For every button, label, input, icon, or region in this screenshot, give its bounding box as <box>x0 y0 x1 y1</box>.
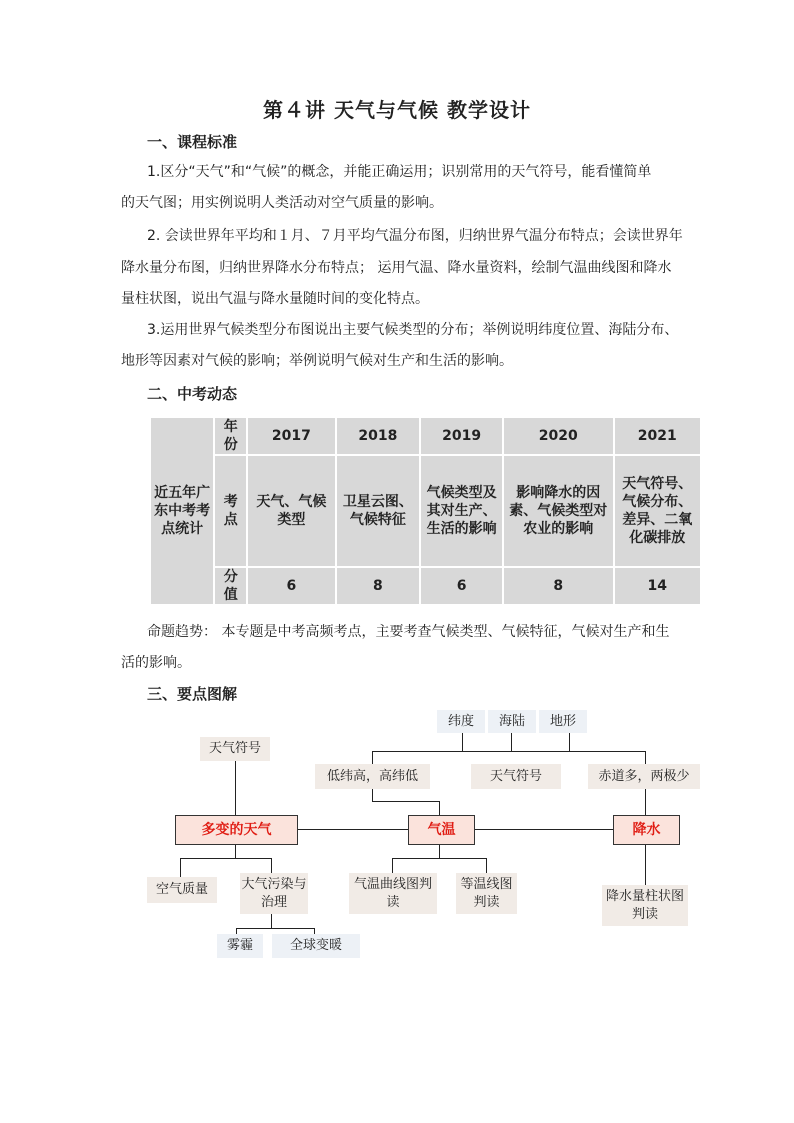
connector-line <box>296 829 408 830</box>
connector-line <box>235 844 236 858</box>
equator-poles-box: 赤道多，两极少 <box>588 764 700 789</box>
standard-2-line-2: 降水量分布图，归纳世界降水分布特点； 运用气温、降水量资料，绘制气温曲线图和降水 <box>121 260 672 276</box>
year-cell: 2021 <box>614 417 701 455</box>
latitude-box: 纬度 <box>437 710 485 733</box>
connector-line <box>372 801 439 802</box>
connector-line <box>569 733 570 751</box>
standard-1-line-2: 的天气图；用实例说明人类活动对空气质量的影响。 <box>121 195 443 211</box>
page-title: 第４讲 天气与气候 教学设计 <box>263 98 531 122</box>
standard-3-line-2: 地形等因素对气候的影响；举例说明气候对生产和生活的影响。 <box>121 353 513 369</box>
standard-1-line-1: 1.区分“天气”和“气候”的概念，并能正确运用；识别常用的天气符号，能看懂简单 <box>147 164 652 180</box>
air-quality-box: 空气质量 <box>147 877 217 903</box>
connector-line <box>235 761 236 816</box>
haze-box: 雾霾 <box>217 934 263 958</box>
changeable-weather-box: 多变的天气 <box>175 815 298 845</box>
isotherm-box: 等温线图判读 <box>456 873 517 914</box>
connector-line <box>473 829 613 830</box>
trend-line-1: 命题趋势： 本专题是中考高频考点，主要考查气候类型、气候特征，气候对生产和生 <box>147 624 670 640</box>
terrain-box: 地形 <box>539 710 587 733</box>
connector-line <box>271 914 272 928</box>
section-heading-diagram: 三、要点图解 <box>147 685 238 703</box>
connector-line <box>180 858 181 878</box>
point-cell: 卫星云图、气候特征 <box>336 455 421 567</box>
precip-bar-box: 降水量柱状图判读 <box>602 885 688 926</box>
standard-2-line-1: 2. 会读世界年平均和１月、７月平均气温分布图，归纳世界气温分布特点；会读世界年 <box>147 228 683 244</box>
point-cell: 气候类型及其对生产、生活的影响 <box>420 455 503 567</box>
weather-symbol-left-box: 天气符号 <box>200 737 270 761</box>
table-row <box>150 417 701 455</box>
point-cell: 天气、气候类型 <box>247 455 335 567</box>
connector-line <box>645 844 646 886</box>
score-cell: 8 <box>503 567 614 605</box>
connector-line <box>372 789 373 801</box>
trend-line-2: 活的影响。 <box>121 655 191 671</box>
temperature-box: 气温 <box>408 815 475 845</box>
air-pollution-box: 大气污染与治理 <box>240 873 308 914</box>
standard-3-line-1: 3.运用世界气候类型分布图说出主要气候类型的分布；举例说明纬度位置、海陆分布、 <box>147 322 679 338</box>
point-cell: 天气符号、气候分布、差异、二氧化碳排放 <box>614 455 701 567</box>
row-header-year: 年份 <box>214 417 247 455</box>
standard-2-line-3: 量柱状图，说出气温与降水量随时间的变化特点。 <box>121 291 429 307</box>
connector-line <box>236 928 314 929</box>
table-lead-cell: 近五年广东中考考点统计 <box>150 417 214 605</box>
temp-curve-box: 气温曲线图判读 <box>349 873 437 914</box>
row-header-score: 分值 <box>214 567 247 605</box>
land-sea-box: 海陆 <box>488 710 536 733</box>
connector-line <box>392 858 393 874</box>
connector-line <box>439 844 440 858</box>
row-header-point: 考点 <box>214 455 247 567</box>
section-heading-standards: 一、课程标准 <box>147 133 238 151</box>
connector-line <box>439 801 440 816</box>
year-cell: 2019 <box>420 417 503 455</box>
connector-line <box>486 858 487 874</box>
connector-line <box>180 858 271 859</box>
year-cell: 2017 <box>247 417 335 455</box>
connector-line <box>271 858 272 874</box>
year-cell: 2020 <box>503 417 614 455</box>
exam-stats-table <box>149 416 702 606</box>
weather-symbol-mid-box: 天气符号 <box>471 764 561 789</box>
global-warming-box: 全球变暖 <box>272 934 360 958</box>
connector-line <box>511 733 512 751</box>
section-heading-exam: 二、中考动态 <box>147 385 238 403</box>
score-cell: 6 <box>247 567 335 605</box>
low-high-latitude-box: 低纬高，高纬低 <box>315 764 430 789</box>
connector-line <box>462 733 463 751</box>
score-cell: 8 <box>336 567 421 605</box>
connector-line <box>392 858 486 859</box>
score-cell: 6 <box>420 567 503 605</box>
score-cell: 14 <box>614 567 701 605</box>
connector-line <box>372 751 645 752</box>
table-row <box>150 567 701 605</box>
connector-line <box>645 789 646 816</box>
point-cell: 影响降水的因素、气候类型对农业的影响 <box>503 455 614 567</box>
table-row <box>150 455 701 567</box>
precipitation-box: 降水 <box>613 815 680 845</box>
year-cell: 2018 <box>336 417 421 455</box>
